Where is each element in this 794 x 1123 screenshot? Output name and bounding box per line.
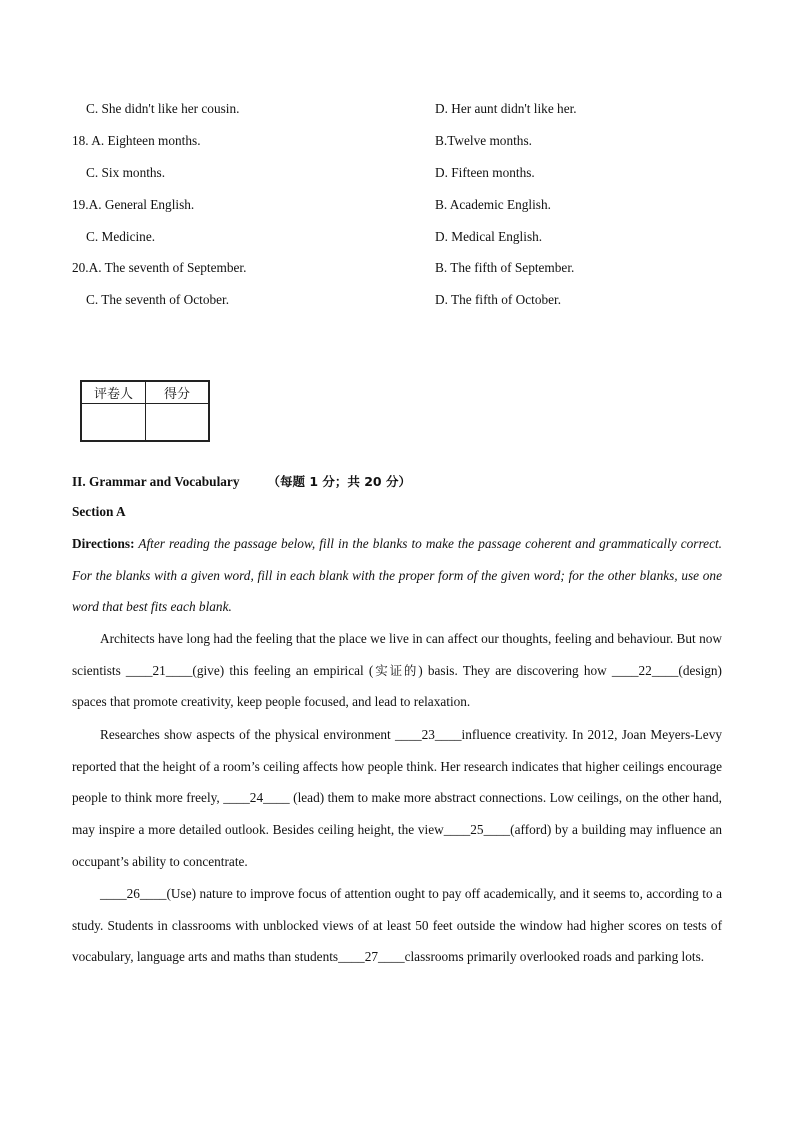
grader-cell[interactable] [82,404,146,440]
score-header: 得分 [146,382,208,404]
grader-header: 评卷人 [82,382,146,404]
option-d-q17: D. Her aunt didn't like her. [435,101,577,116]
option-c-q20: C. The seventh of October. [86,292,230,307]
option-row [72,165,732,185]
paragraph-1-text-b: ) basis. They are discovering how ____22____(design) spaces that promote creativity, keep people focused, and lead to relaxation. [72,662,722,710]
passage-paragraph-2: Researches show aspects of the physical environment ____23____influence creativity. In 2012, Joan Meyers-Levy reported that the height of a room’s ceiling affects how people think. Her research indicates that higher ceilings encourage people to think more freely, ____24____ (lead) them to make more abstract connections. Low ceilings, on the other hand, may inspire a more detailed outlook. Besides ceiling height, the view____25____(afford) by a building may influence an occupant’s ability to concentrate. [72,727,722,869]
option-d-q20: D. The fifth of October. [435,292,562,307]
directions-label: Directions: [72,536,135,551]
paragraph-1-text-a: Architects have long had the feeling that the place we live in can affect our thoughts, feeling and behaviour. But now scientists ____21____(give) this feeling an empirical ( [72,631,722,678]
score-cell[interactable] [146,404,208,440]
option-b-q18: B.Twelve months. [435,133,532,148]
option-row [72,197,732,217]
option-c-q19: C. Medicine. [86,229,156,244]
section-a-label: Section A [72,504,126,519]
option-b-q19: B. Academic English. [435,197,551,212]
option-a-q20: 20.A. The seventh of September. [72,260,247,275]
option-d-q18: D. Fifteen months. [435,165,535,180]
option-row [72,101,732,121]
directions [72,528,722,623]
option-row [72,260,732,280]
option-d-q19: D. Medical English. [435,229,543,244]
option-c-q18: C. Six months. [86,165,166,180]
option-row [72,292,732,312]
option-row [72,133,732,153]
passage-paragraph-1 [72,623,722,718]
paragraph-1-chinese-gloss: 实证的 [373,662,419,678]
score-table [80,380,210,442]
section-points: （每题 1 分；共 20 分） [267,474,411,489]
option-b-q20: B. The fifth of September. [435,260,575,275]
option-a-q19: 19.A. General English. [72,197,195,212]
option-a-q18: 18. A. Eighteen months. [72,133,201,148]
section-title: II. Grammar and Vocabulary [72,474,240,489]
option-c-q17: C. She didn't like her cousin. [86,101,240,116]
option-row [72,229,732,249]
passage-paragraph-3: ____26____(Use) nature to improve focus of attention ought to pay off academically, and it seems to, according to a study. Students in classrooms with unblocked views of at least 50 feet outside the window had higher scores on tests of vocabulary, language arts and maths than students____27____classrooms primarily overlooked roads and parking lots. [72,886,722,965]
directions-text: After reading the passage below, fill in the blanks to make the passage coherent and grammatically correct. For the blanks with a given word, fill in each blank with the proper form of the given word; for the other blanks, use one word that best fits each blank. [72,536,722,615]
section-heading [72,472,411,490]
